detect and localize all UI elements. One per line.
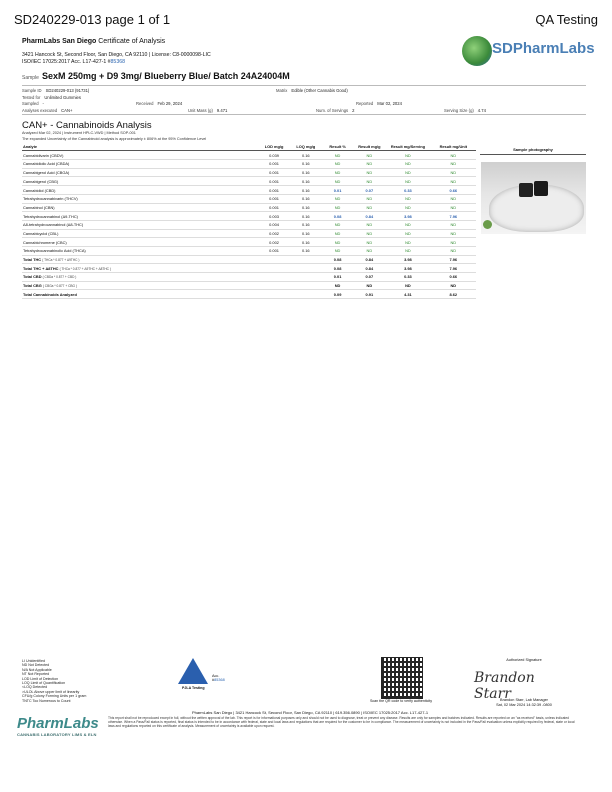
qr-caption: Scan the QR code to verify authenticity (369, 699, 433, 703)
lab-name: PharmLabs San Diego (22, 38, 97, 45)
table-cell: 0.16 (290, 151, 322, 160)
uncertainty-note: The expanded Uncertainty of the Cannabinoid analysis is approximately ± 806% at the 95% Confidence Level (22, 137, 207, 141)
total-value: 0.33 (385, 273, 430, 282)
table-header-cell: Analyte (22, 145, 258, 151)
total-value: 0.84 (353, 264, 385, 273)
table-row (22, 194, 476, 203)
total-row (22, 255, 476, 264)
total-value: 3.98 (385, 255, 430, 264)
tested-for: Tested for Unlimited Gummies (22, 95, 81, 100)
table-cell: ND (385, 151, 430, 160)
table-cell: ND (322, 203, 354, 212)
table-cell: ND (431, 160, 476, 169)
table-cell: Cannabicyclol (CBL) (22, 229, 258, 238)
table-cell: Cannabinol (CBN) (22, 203, 258, 212)
legend-item: LOQ Limit of Quantification (22, 681, 66, 686)
total-row (22, 290, 476, 299)
total-row (22, 281, 476, 290)
table-cell: 0.001 (258, 194, 290, 203)
table-cell: ND (353, 177, 385, 186)
total-value: 0.09 (322, 290, 354, 299)
table-header-cell: LOD mg/g (258, 145, 290, 151)
table-cell: Cannabidivarin (CBDV) (22, 151, 258, 160)
sample-name: SexM 250mg + D9 3mg/ Blueberry Blue/ Batch 24A24004M (41, 71, 290, 81)
table-row (22, 203, 476, 212)
sampled: Sampled - (22, 101, 44, 106)
table-cell: Tetrahydrocannabinolic Acid (THCA) (22, 246, 258, 255)
table-cell: 0.16 (290, 160, 322, 169)
sample-id: Sample ID SD240229-013 (91731) (22, 88, 90, 93)
total-value: 4.31 (385, 290, 430, 299)
legend-item: <LOQ Detected (22, 685, 48, 690)
table-cell: 0.002 (258, 238, 290, 247)
signature-title: Authorized Signature (506, 658, 542, 662)
table-cell: ND (431, 246, 476, 255)
signatory (484, 698, 564, 707)
table-cell: 0.16 (290, 194, 322, 203)
divider (22, 85, 586, 86)
pjla-caption: PJLA Testing (182, 686, 205, 690)
total-label: Total CBG ( CBGa * 0.877 + CBG ) (22, 281, 258, 290)
table-cell: 0.33 (385, 186, 430, 195)
table-cell: 0.16 (290, 238, 322, 247)
table-cell: ND (353, 168, 385, 177)
table-cell: ND (385, 177, 430, 186)
legend-item: NT Not Reported (22, 672, 50, 677)
footer-address: PharmLabs San Diego | 3421 Hancock St, Second Floor, San Diego, CA 92110 | 619.356.0890 | ISO/IEC 17025:2017 Acc. L17-427-1 (191, 710, 429, 715)
table-cell-empty (290, 281, 322, 290)
signature-date: Sat, 02 Mar 2024 14:32:39 -0800 (496, 702, 552, 707)
table-cell: ND (322, 160, 354, 169)
total-label: Total Cannabinoids Analyzed (22, 290, 258, 299)
table-cell: 0.004 (258, 220, 290, 229)
sample-photo (481, 162, 586, 234)
pjla-acc-number: Acc. #85368 (212, 674, 225, 682)
globe-icon (462, 36, 492, 66)
table-cell-empty (290, 264, 322, 273)
table-row (22, 177, 476, 186)
unit-mass: Unit Mass (g) 9.471 (188, 108, 228, 113)
table-cell-empty (258, 273, 290, 282)
table-header-cell: Result % (322, 145, 354, 151)
table-cell: ND (385, 168, 430, 177)
doc-title: Certificate of Analysis (98, 38, 166, 45)
total-value: ND (385, 281, 430, 290)
table-cell: 0.16 (290, 220, 322, 229)
table-cell: ND (322, 151, 354, 160)
table-cell: 0.16 (290, 212, 322, 221)
table-cell: ND (322, 238, 354, 247)
table-cell: Tetrahydrocannabivarin (THCV) (22, 194, 258, 203)
table-cell: Cannabidiolic Acid (CBDA) (22, 160, 258, 169)
report-id-header: SD240229-013 page 1 of 1 (14, 12, 171, 27)
table-header-cell: Result mg/g (353, 145, 385, 151)
num-servings: Num. of Servings 2 (316, 108, 355, 113)
total-value: 0.91 (353, 290, 385, 299)
table-cell: Cannabigerol (CBG) (22, 177, 258, 186)
table-cell: 0.002 (258, 229, 290, 238)
table-cell: ND (322, 194, 354, 203)
table-cell: ND (431, 203, 476, 212)
legend-item: CFU/g Colony Forming Units per 1 gram (22, 694, 87, 699)
total-value: 0.66 (431, 273, 476, 282)
table-cell: ND (385, 160, 430, 169)
table-row (22, 168, 476, 177)
pjla-logo-icon (178, 658, 208, 684)
total-value: ND (353, 281, 385, 290)
table-row (22, 229, 476, 238)
table-cell: ND (385, 194, 430, 203)
table-cell: 0.039 (258, 151, 290, 160)
table-cell: 7.96 (431, 212, 476, 221)
legend-item: N/A Not Applicable (22, 667, 52, 672)
table-cell: 0.08 (322, 212, 354, 221)
table-cell: 0.001 (258, 160, 290, 169)
table-cell: ND (431, 168, 476, 177)
total-value: 0.08 (322, 264, 354, 273)
table-cell: 0.01 (322, 186, 354, 195)
pharmware-logo-sub: CANNABIS LABORATORY LIMS & ELN (17, 732, 97, 737)
table-cell: Tetrahydrocannabinol (Δ9-THC) (22, 212, 258, 221)
section-subtitle: Analyzed Mar 02, 2024 | Instrument HPLC-VWD | Method SOP-001 (22, 131, 136, 135)
disclaimer: This report shall not be reproduced except in full, without the written approval of the lab. This report is for informational purposes only and should not be used to diagnose, treat or prevent any disease. Results are only for samples and batches indicated. Results are reported on an "as received" basis, unless indicated otherwise. When a Pass/Fail status is reported, final status is intended to be in accordance with federal, state and local laws and regulations that are required for the customer to be in compliance. The measurement of uncertainty is not included in the Pass/Fail evaluation unless explicitly required by federal, state or local laws and regulations reported on this certificate of analysis. Measurement of uncertainty is available upon request. (108, 716, 575, 728)
table-cell-empty (290, 290, 322, 299)
total-value: 3.98 (385, 264, 430, 273)
photo-label: Sample photography (480, 147, 586, 155)
gummy-shape (519, 183, 533, 197)
sample-label: Sample (22, 75, 39, 81)
lab-name-line (22, 38, 165, 45)
table-cell-empty (258, 264, 290, 273)
legend-item: ND Not Detected (22, 663, 50, 668)
table-cell: ND (431, 194, 476, 203)
table-cell: ND (322, 229, 354, 238)
table-cell-empty (290, 273, 322, 282)
gummy-shape (534, 181, 548, 196)
legend-item: LI Unidentified (22, 659, 45, 663)
total-value: ND (431, 281, 476, 290)
table-cell: ND (385, 220, 430, 229)
sdpharmlabs-logo (462, 34, 595, 70)
table-cell: ND (322, 177, 354, 186)
legend-item: TNTC Too Numerous to Count (22, 698, 71, 703)
total-label: Total THC + Δ8THC ( THCa * 0.877 + Δ9THC + Δ8THC ) (22, 264, 258, 273)
table-cell-empty (258, 290, 290, 299)
table-header-cell: Result mg/Serving (385, 145, 430, 151)
table-cell: Cannabichromene (CBC) (22, 238, 258, 247)
table-cell: ND (353, 160, 385, 169)
total-value: 0.84 (353, 255, 385, 264)
total-value: 8.62 (431, 290, 476, 299)
table-cell: ND (431, 238, 476, 247)
table-cell: 0.001 (258, 203, 290, 212)
table-cell: ND (353, 194, 385, 203)
serving-size: Serving Size (g) 4.74 (444, 108, 486, 113)
table-cell: ND (385, 246, 430, 255)
table-row (22, 212, 476, 221)
table-cell: ND (322, 246, 354, 255)
table-cell-empty (258, 255, 290, 264)
table-cell: 0.001 (258, 246, 290, 255)
matrix: Matrix Edible (Other Cannabis Good) (276, 88, 348, 93)
table-cell: Cannabidiol (CBD) (22, 186, 258, 195)
section-title: CAN+ - Cannabinoids Analysis (22, 120, 152, 131)
qr-code-icon[interactable] (381, 657, 423, 699)
report-type-header: QA Testing (535, 12, 598, 27)
table-cell: 0.003 (258, 212, 290, 221)
table-row (22, 238, 476, 247)
table-header-cell: LOQ mg/g (290, 145, 322, 151)
reported: Reported Mar 02, 2024 (356, 101, 402, 106)
table-cell: 0.07 (353, 186, 385, 195)
table-cell: ND (385, 203, 430, 212)
total-value: ND (322, 281, 354, 290)
table-row (22, 151, 476, 160)
table-cell: 0.16 (290, 203, 322, 212)
signatory-name: Brandon Starr, Lab Manager (500, 698, 548, 702)
table-row (22, 220, 476, 229)
total-value: 7.96 (431, 255, 476, 264)
signature: Brandon Starr (474, 670, 535, 702)
table-cell: ND (431, 220, 476, 229)
legend-item: >ULOL Above upper limit of linearity (22, 689, 80, 694)
table-cell: 0.16 (290, 177, 322, 186)
total-label: Total CBD ( CBDa * 0.877 + CBD ) (22, 273, 258, 282)
table-cell: ND (353, 246, 385, 255)
table-row (22, 186, 476, 195)
table-cell: ND (385, 238, 430, 247)
table-cell: 0.16 (290, 168, 322, 177)
table-cell: 0.001 (258, 186, 290, 195)
table-row (22, 246, 476, 255)
legend-item: LOD Limit of Detection (22, 676, 59, 681)
analyses: Analyses executed CAN+ (22, 108, 73, 113)
logo-text: SDPharmLabs (492, 40, 595, 57)
table-cell: Δ8-tetrahydrocannabinol (Δ8-THC) (22, 220, 258, 229)
abbreviation-legend (22, 659, 86, 703)
total-label: Total THC ( THCa * 0.877 + Δ9THC ) (22, 255, 258, 264)
table-cell: 3.98 (385, 212, 430, 221)
pharmware-logo (17, 715, 97, 737)
table-cell: ND (431, 177, 476, 186)
table-cell: 0.001 (258, 168, 290, 177)
total-value: 0.08 (322, 255, 354, 264)
table-cell-empty (258, 281, 290, 290)
table-cell: ND (353, 220, 385, 229)
table-cell: 0.16 (290, 246, 322, 255)
table-cell: ND (431, 229, 476, 238)
table-cell: ND (353, 229, 385, 238)
lab-address-line: 3421 Hancock St, Second Floor, San Diego, CA 92110 | License: C8-0000098-LIC (22, 52, 211, 58)
table-cell: Cannabigerol Acid (CBGA) (22, 168, 258, 177)
total-value: 7.96 (431, 264, 476, 273)
table-cell: 0.66 (431, 186, 476, 195)
table-cell: ND (431, 151, 476, 160)
table-cell: 0.84 (353, 212, 385, 221)
total-row (22, 264, 476, 273)
pharmware-logo-text: PharmLabs (17, 715, 99, 732)
pjla-accreditation (178, 658, 228, 698)
total-value: 0.01 (322, 273, 354, 282)
received: Received Feb 29, 2024 (136, 101, 183, 106)
badge-icon (483, 220, 492, 229)
divider (22, 114, 586, 115)
total-row (22, 273, 476, 282)
table-header-cell: Result mg/Unit (431, 145, 476, 151)
lab-iso-line: ISO/IEC 17025:2017 Acc. L17-427-1 #85368 (22, 59, 125, 65)
iso-acc-link[interactable]: 85368 (110, 59, 125, 65)
table-cell: ND (353, 151, 385, 160)
total-value: 0.07 (353, 273, 385, 282)
table-cell: ND (353, 203, 385, 212)
table-cell: 0.001 (258, 177, 290, 186)
lab-address (22, 52, 211, 66)
table-cell-empty (290, 255, 322, 264)
table-cell: 0.16 (290, 229, 322, 238)
table-cell: ND (385, 229, 430, 238)
cannabinoid-results-table (22, 145, 476, 299)
table-cell: ND (322, 168, 354, 177)
table-row (22, 160, 476, 169)
table-cell: 0.16 (290, 186, 322, 195)
sample-title (22, 71, 290, 81)
table-cell: ND (322, 220, 354, 229)
table-cell: ND (353, 238, 385, 247)
